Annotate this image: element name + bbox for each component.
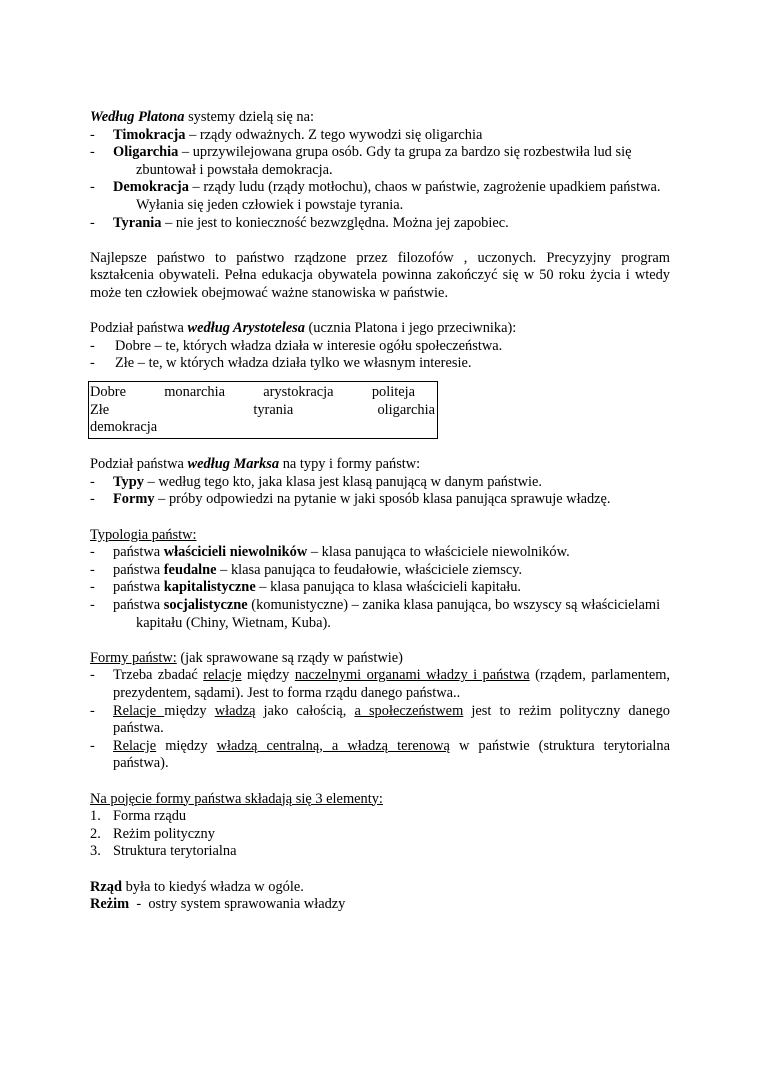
document-page bbox=[90, 109, 670, 914]
list-item: - Typy – według tego kto, jaka klasa jest klasą panującą w danym państwie. bbox=[90, 474, 670, 492]
platon-continuation: Wyłania się jeden człowiek i powstaje tyrania. bbox=[136, 196, 404, 213]
list-item: - Trzeba zbadać relacje między naczelnymi organami władzy i państwa (rządem, parlamentem, prezydentem, sądami). Jest to forma rządu danego państwa.. bbox=[90, 667, 670, 702]
list-item: - państwa socjalistyczne (komunistyczne) – zanika klasa panująca, bo wszyscy są właścicielami bbox=[90, 597, 670, 615]
pojecie-list bbox=[90, 808, 670, 861]
state-types-table bbox=[88, 381, 438, 439]
list-item: - Złe – te, w których władza działa tylko we własnym interesie. bbox=[90, 355, 670, 373]
table-row: Dobre monarchia arystokracja politeja bbox=[90, 383, 415, 400]
list-item: - państwa feudalne – klasa panująca to feudałowie, właściciele ziemscy. bbox=[90, 562, 670, 580]
typologia-continuation: kapitału (Chiny, Wietnam, Kuba). bbox=[136, 614, 331, 631]
table-row: Złe tyrania oligarchia bbox=[90, 401, 435, 418]
list-item: - Dobre – te, których władza działa w interesie ogółu społeczeństwa. bbox=[90, 338, 670, 356]
list-item: - Tyrania – nie jest to konieczność bezwzględna. Można jej zapobiec. bbox=[90, 215, 670, 233]
list-item: - państwa kapitalistyczne – klasa panująca to klasa właścicieli kapitału. bbox=[90, 579, 670, 597]
list-item: 1. Forma rządu bbox=[90, 808, 187, 825]
list-item: - Oligarchia – uprzywilejowana grupa osób. Gdy ta grupa za bardzo się rozbestwiła lud się zbuntował i powstała demokracja. bbox=[90, 144, 670, 179]
pojecie-heading: Na pojęcie formy państwa składają się 3 elementy: bbox=[90, 790, 383, 807]
rezim-definition: Reżim - ostry system sprawowania władzy bbox=[90, 896, 346, 913]
list-item: 3. Struktura terytorialna bbox=[90, 843, 237, 860]
table-row: demokracja bbox=[90, 419, 158, 436]
list-item: - Timokracja – rządy odważnych. Z tego wywodzi się oligarchia bbox=[90, 127, 670, 145]
formy-heading: Formy państw: (jak sprawowane są rządy w państwie) bbox=[90, 649, 403, 666]
marks-intro: Podział państwa według Marksa na typy i formy państw: bbox=[90, 456, 421, 473]
best-state-paragraph: Najlepsze państwo to państwo rządzone przez filozofów , uczonych. Precyzyjny program kształcenia obywateli. Pełna edukacja obywatela powinna zakończyć się w 50 roku życia i wtedy może ten człowiek obejmować ważne stanowiska w państwie. bbox=[90, 249, 670, 301]
list-item: - Relacje między władzą centralną, a władzą terenową w państwie (struktura terytorialna państwa). bbox=[90, 738, 670, 773]
platon-list bbox=[90, 127, 670, 197]
list-item: - Demokracja – rządy ludu (rządy motłochu), chaos w państwie, zagrożenie upadkiem państwa. bbox=[90, 179, 670, 197]
typologia-heading: Typologia państw: bbox=[90, 526, 197, 543]
typologia-list bbox=[90, 544, 670, 614]
list-item: - państwa właścicieli niewolników – klasa panująca to właściciele niewolników. bbox=[90, 544, 670, 562]
list-item: 2. Reżim polityczny bbox=[90, 825, 215, 842]
platon-intro: Według Platona systemy dzielą się na: bbox=[90, 109, 314, 125]
rzad-definition: Rząd była to kiedyś władza w ogóle. bbox=[90, 878, 304, 895]
arystoteles-intro: Podział państwa według Arystotelesa (ucznia Platona i jego przeciwnika): bbox=[90, 320, 517, 337]
list-item: - Formy – próby odpowiedzi na pytanie w jaki sposób klasa panująca sprawuje władzę. bbox=[90, 491, 670, 509]
arystoteles-list bbox=[90, 338, 670, 373]
formy-list bbox=[90, 667, 670, 773]
list-item: - Relacje między władzą jako całością, a społeczeństwem jest to reżim polityczny danego państwa. bbox=[90, 703, 670, 738]
marks-list bbox=[90, 474, 670, 509]
